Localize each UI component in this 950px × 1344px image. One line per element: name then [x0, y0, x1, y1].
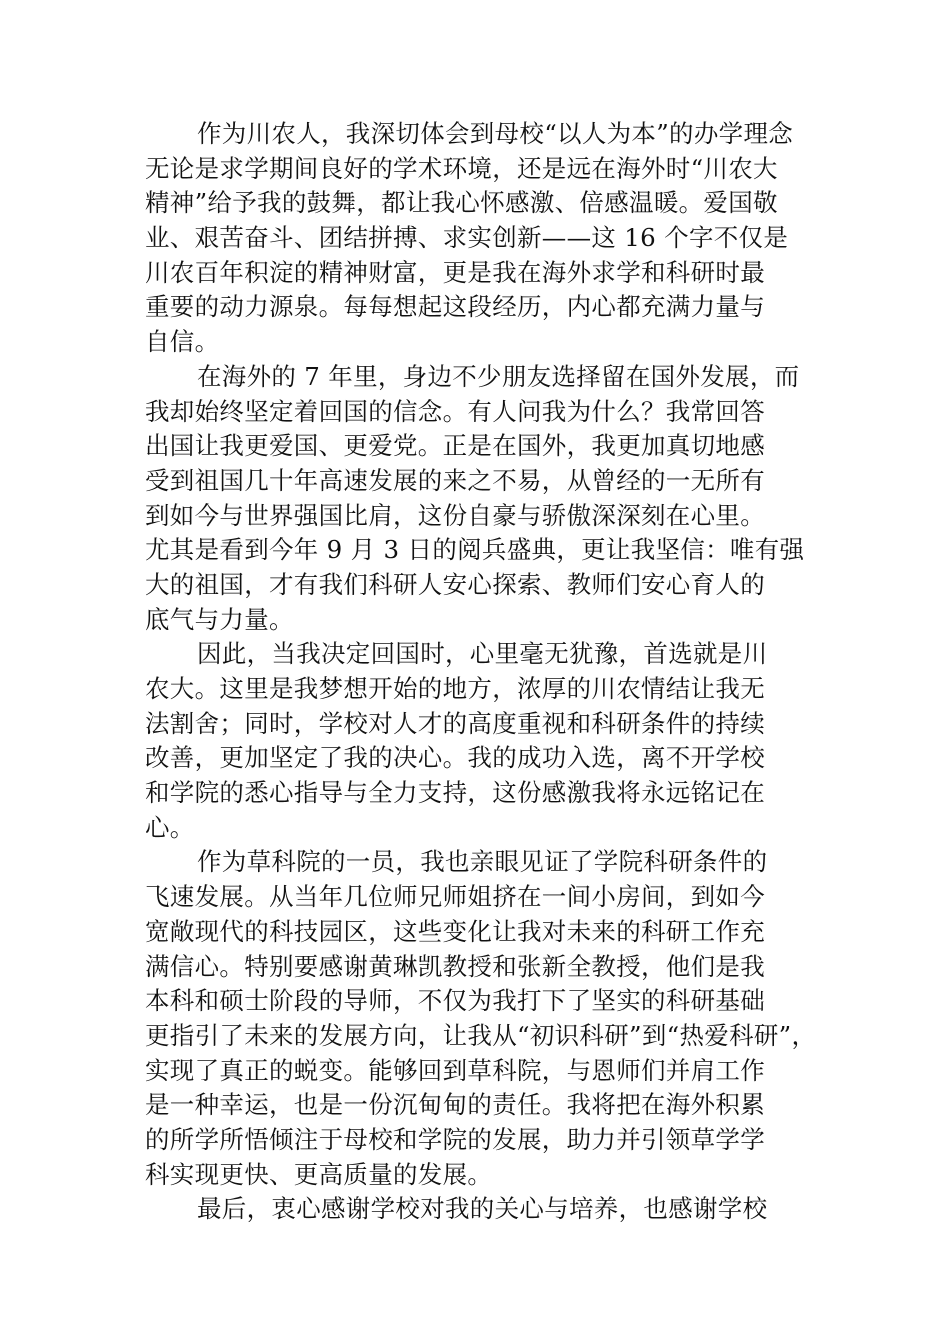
paragraph-line: 是一种幸运，也是一份沉甸甸的责任。我将把在海外积累: [145, 1090, 765, 1120]
paragraph-4: [145, 845, 817, 1192]
paragraph-line: 底气与力量。: [145, 604, 294, 634]
paragraph-line: 川农百年积淀的精神财富，更是我在海外求学和科研时最: [145, 257, 765, 287]
paragraph-line: 改善，更加坚定了我的决心。我的成功入选，离不开学校: [145, 743, 765, 773]
paragraph-line: 农大。这里是我梦想开始的地方，浓厚的川农情结让我无: [145, 674, 765, 703]
paragraph-line: 作为川农人，我深切体会到母校“以人为本”的办学理念: [197, 119, 794, 148]
paragraph-line: 更指引了未来的发展方向，让我从“初识科研”到“热爱科研”，: [145, 1020, 817, 1050]
paragraph-line: 业、艰苦奋斗、团结拼搏、求实创新——这 16 个字不仅是: [145, 223, 789, 253]
paragraph-3: [145, 637, 810, 845]
paragraph-line: 无论是求学期间良好的学术环境，还是远在海外时“川农大: [145, 153, 778, 183]
paragraph-5: [145, 1192, 810, 1227]
paragraph-2: [145, 360, 810, 638]
paragraph-line: 在海外的 7 年里，身边不少朋友选择留在国外发展，而: [197, 361, 800, 391]
paragraph-line: 精神”给予我的鼓舞，都让我心怀感激、倍感温暖。爱国敬: [145, 188, 778, 218]
paragraph-line: 大的祖国，才有我们科研人安心探索、教师们安心育人的: [145, 569, 765, 599]
paragraph-line: 我却始终坚定着回国的信念。有人问我为什么？我常回答: [145, 396, 765, 426]
paragraph-line: 法割舍；同时，学校对人才的高度重视和科研条件的持续: [145, 708, 765, 738]
paragraph-line: 的所学所悟倾注于母校和学院的发展，助力并引领草学学: [145, 1124, 765, 1154]
paragraph-line: 尤其是看到今年 9 月 3 日的阅兵盛典，更让我坚信：唯有强: [145, 535, 805, 565]
paragraph-line: 因此，当我决定回国时，心里毫无犹豫，首选就是川: [197, 639, 768, 669]
paragraph-line: 最后，衷心感谢学校对我的关心与培养，也感谢学校: [197, 1194, 768, 1224]
paragraph-line: 科实现更快、更高质量的发展。: [145, 1159, 493, 1189]
paragraph-line: 出国让我更爱国、更爱党。正是在国外，我更加真切地感: [145, 431, 765, 461]
paragraph-line: 实现了真正的蜕变。能够回到草科院，与恩师们并肩工作: [145, 1055, 765, 1085]
paragraph-line: 本科和硕士阶段的导师，不仅为我打下了坚实的科研基础: [145, 986, 765, 1016]
paragraph-line: 飞速发展。从当年几位师兄师姐挤在一间小房间，到如今: [145, 882, 765, 912]
paragraph-line: 宽敞现代的科技园区，这些变化让我对未来的科研工作充: [145, 916, 765, 946]
paragraph-line: 到如今与世界强国比肩，这份自豪与骄傲深深刻在心里。: [145, 500, 765, 530]
paragraph-line: 作为草科院的一员，我也亲眼见证了学院科研条件的: [197, 847, 768, 877]
paragraph-line: 自信。: [145, 327, 220, 357]
paragraph-line: 重要的动力源泉。每每想起这段经历，内心都充满力量与: [145, 292, 765, 322]
document-body: [145, 117, 817, 1227]
paragraph-line: 心。: [145, 812, 195, 842]
paragraph-line: 受到祖国几十年高速发展的来之不易，从曾经的一无所有: [145, 465, 765, 495]
paragraph-1: [145, 117, 810, 360]
paragraph-line: 满信心。特别要感谢黄琳凯教授和张新全教授，他们是我: [145, 951, 765, 981]
paragraph-line: 和学院的悉心指导与全力支持，这份感激我将永远铭记在: [145, 778, 765, 808]
